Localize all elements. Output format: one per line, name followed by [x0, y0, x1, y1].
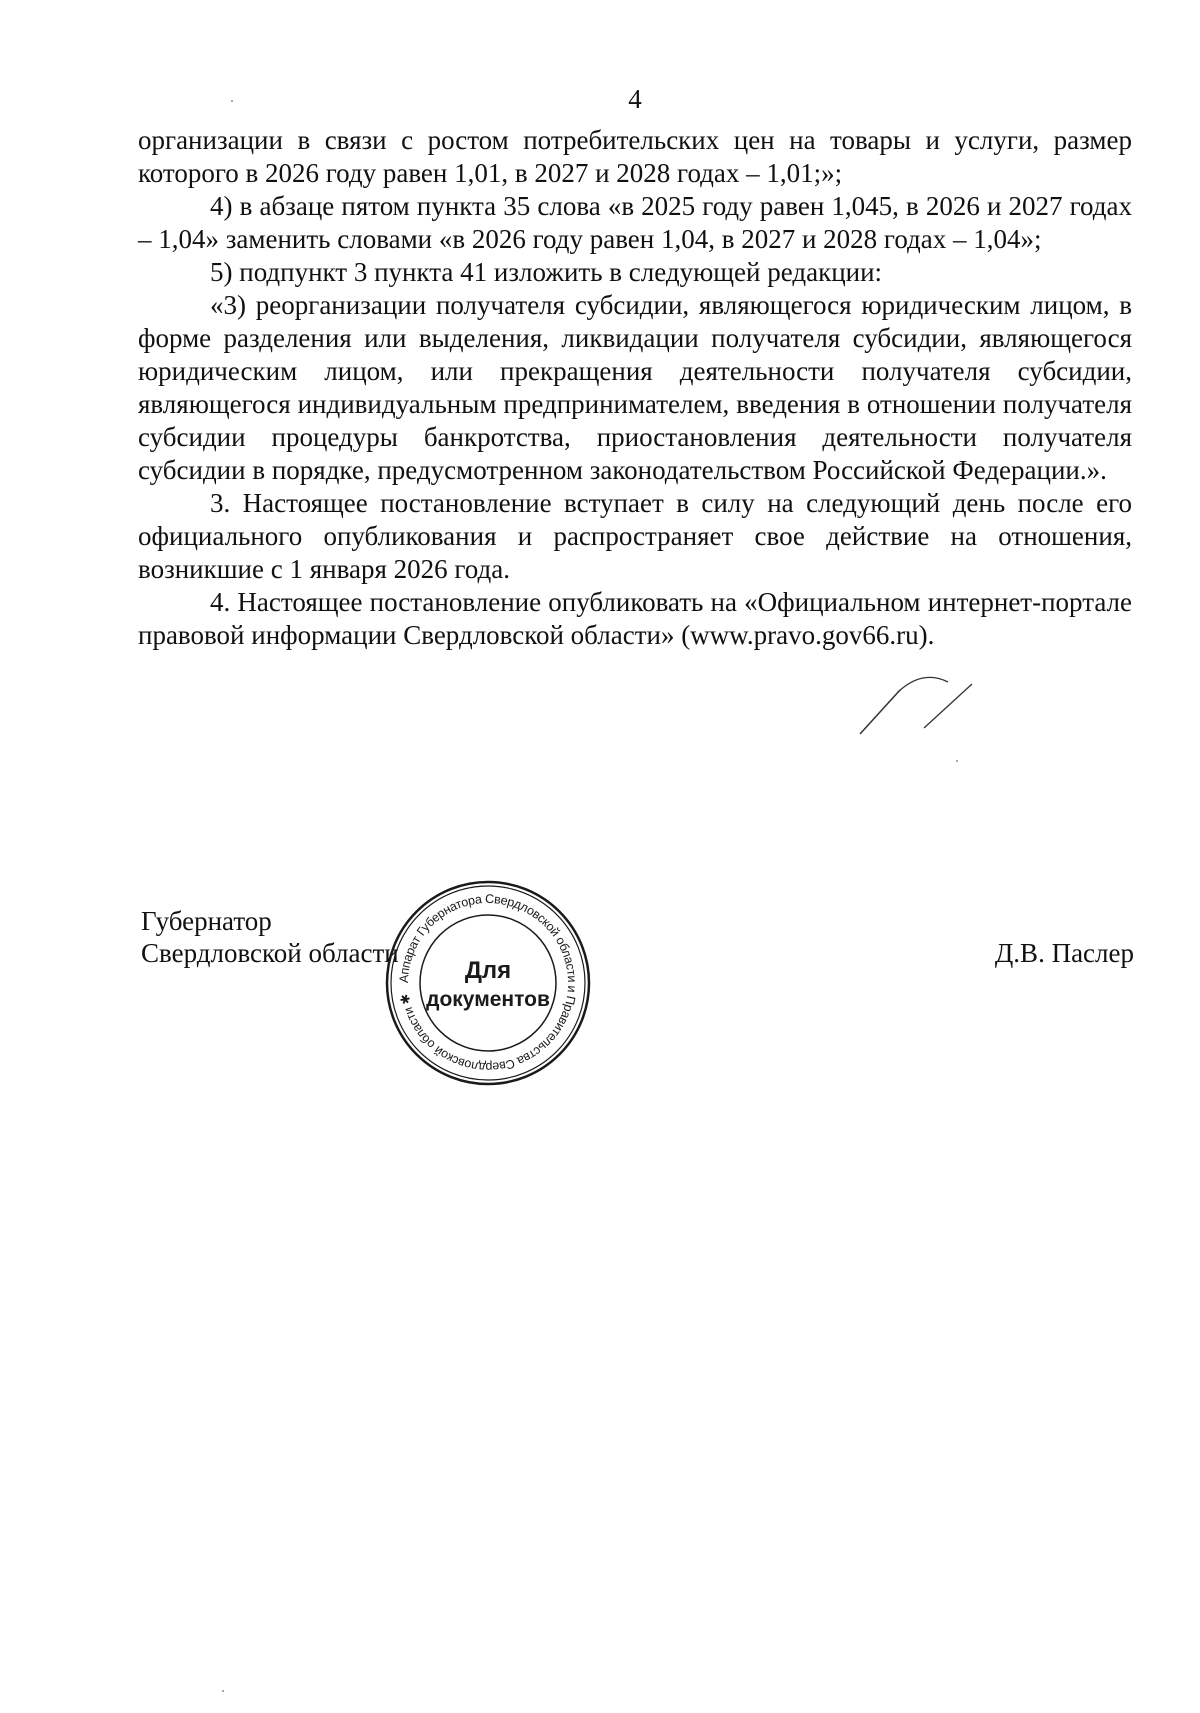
seal-center-line2: документов — [426, 988, 550, 1011]
handwritten-mark — [840, 670, 980, 740]
paragraph-new-wording: «3) реорганизации получателя субсидии, являющегося юридическим лицом, в форме разделения или выделения, ликвидации получателя субсидии, являющегося юридическим лицом, или прекращения деятельности получателя субсидии, являющегося индивидуальным предпринимателем, введения в отношении получателя субсидии процедуры банкротства, приостановления деятельности получателя субсидии в порядке, предусмотренном законодательством Российской Федерации.». — [138, 290, 1132, 485]
document-body — [138, 124, 1132, 652]
scan-speck — [231, 100, 233, 102]
signer-title-line2: Свердловской области — [141, 938, 399, 968]
seal-ring-text: Аппарат Губернатора Свердловской области и Правительства Свердловской области ✱ — [396, 891, 580, 1075]
signer-name: Д.В. Паслер — [994, 938, 1134, 968]
page-number: 4 — [628, 84, 642, 114]
paragraph-continuation: организации в связи с ростом потребительских цен на товары и услуги, размер которого в 2026 году равен 1,01, в 2027 и 2028 годах – 1,01;»; — [138, 125, 1132, 188]
signer-title-line1: Губернатор — [141, 906, 272, 936]
scan-speck — [956, 760, 958, 762]
signature-block — [141, 905, 399, 969]
seal-center-line1: Для — [464, 957, 512, 984]
paragraph-clause-3: 3. Настоящее постановление вступает в силу на следующий день после его официального опубликования и распространяет свое действие на отношения, возникшие с 1 января 2026 года. — [138, 488, 1132, 584]
paragraph-item-4: 4) в абзаце пятом пункта 35 слова «в 2025 году равен 1,045, в 2026 и 2027 годах – 1,04» заменить словами «в 2026 году равен 1,04, в 2027 и 2028 годах – 1,04»; — [138, 191, 1132, 254]
paragraph-item-5: 5) подпункт 3 пункта 41 изложить в следующей редакции: — [210, 257, 883, 287]
official-seal — [383, 878, 593, 1088]
paragraph-clause-4: 4. Настоящее постановление опубликовать на «Официальном интернет-портале правовой информации Свердловской области» (www.pravo.gov66.ru). — [138, 587, 1132, 650]
scan-speck — [222, 1690, 224, 1692]
